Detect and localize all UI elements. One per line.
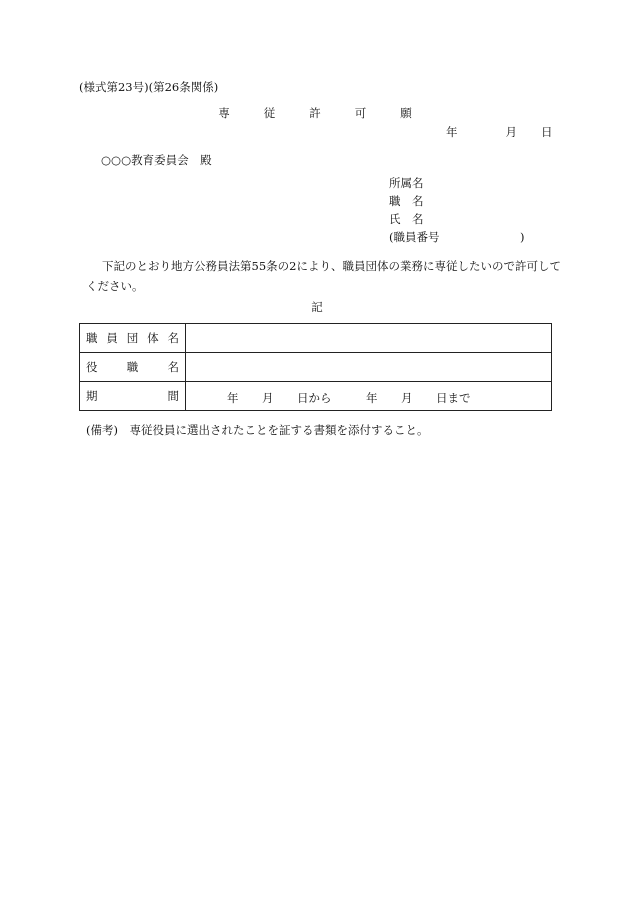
- label-char: 間: [167, 389, 179, 403]
- label-char: 役: [86, 360, 98, 374]
- label-char: 職: [86, 331, 98, 345]
- period-to-month: 月: [401, 391, 413, 405]
- period-to-day: 日まで: [436, 391, 471, 405]
- title-char: 専: [218, 106, 230, 120]
- application-body: 下記のとおり地方公務員法第55条の2により、職員団体の業務に専従したいので許可してください。: [86, 259, 561, 293]
- application-date: [446, 127, 553, 139]
- staff-number-label: (職員番号: [389, 230, 440, 244]
- label-char: 期: [86, 389, 98, 403]
- row-label-period: [80, 382, 186, 411]
- label-char: 職: [126, 360, 139, 374]
- title-char: 願: [400, 106, 412, 120]
- label-char: 名: [167, 360, 179, 374]
- row-label-union-name: [80, 324, 186, 353]
- title-char: 許: [309, 106, 321, 120]
- date-month: 月: [505, 125, 517, 139]
- date-year: 年: [446, 125, 458, 139]
- date-day: 日: [541, 125, 553, 139]
- period-from-month: 月: [262, 391, 274, 405]
- table-row: [80, 324, 552, 353]
- label-char: 員: [106, 331, 118, 345]
- details-table: [79, 323, 552, 411]
- period-to-year: 年: [366, 391, 378, 405]
- table-row: [80, 353, 552, 382]
- period-from-day: 日から: [297, 391, 332, 405]
- union-name-field[interactable]: [186, 324, 552, 353]
- period-field[interactable]: [186, 382, 552, 411]
- applicant-name: 氏 名: [389, 212, 424, 226]
- staff-number-close: ): [520, 230, 525, 244]
- ki-heading: 記: [311, 300, 323, 314]
- table-row: [80, 382, 552, 411]
- row-label-position: [80, 353, 186, 382]
- position-field[interactable]: [186, 353, 552, 382]
- applicant-staff-number: [389, 230, 525, 244]
- title-char: 可: [354, 106, 367, 120]
- addressee: ○○○教育委員会 殿: [101, 153, 212, 167]
- applicant-position: 職 名: [389, 194, 424, 208]
- applicant-affiliation: 所属名: [389, 176, 424, 190]
- form-number: (様式第23号)(第26条関係): [79, 80, 219, 94]
- label-char: 名: [167, 331, 179, 345]
- title-char: 従: [263, 106, 276, 120]
- label-char: 体: [147, 331, 159, 345]
- remarks-note: (備考) 専従役員に選出されたことを証する書類を添付すること。: [86, 423, 429, 437]
- period-from-year: 年: [227, 391, 239, 405]
- label-char: 団: [126, 331, 139, 345]
- document-title: [0, 108, 630, 120]
